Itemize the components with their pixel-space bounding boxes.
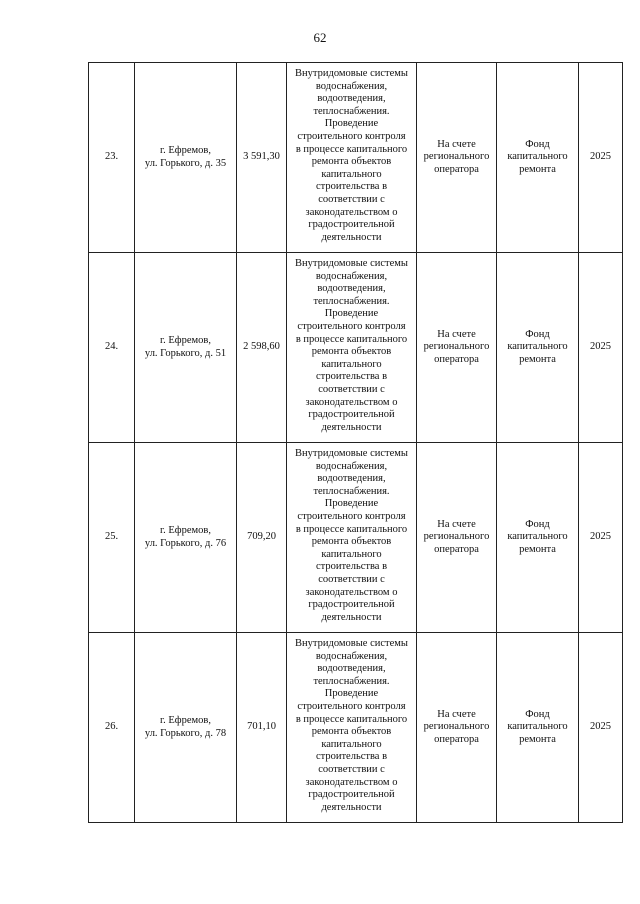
row-address: г. Ефремов, ул. Горького, д. 51 (135, 253, 237, 443)
row-cost: 709,20 (237, 443, 287, 633)
row-cost: 2 598,60 (237, 253, 287, 443)
table-row (89, 253, 623, 443)
row-description: Внутридомовые системы водоснабжения, водоотведения, теплоснабжения. Проведение строительного контроля в процессе капитального ремонта объектов капитального строительства в соответствии с законодательством о градостроительной деятельности (287, 63, 417, 253)
row-account: На счете регионального оператора (417, 443, 497, 633)
table-row (89, 633, 623, 823)
row-number: 23. (89, 63, 135, 253)
row-account: На счете регионального оператора (417, 253, 497, 443)
row-year: 2025 (579, 443, 623, 633)
table-row (89, 443, 623, 633)
row-number: 24. (89, 253, 135, 443)
row-description: Внутридомовые системы водоснабжения, водоотведения, теплоснабжения. Проведение строительного контроля в процессе капитального ремонта объектов капитального строительства в соответствии с законодательством о градостроительной деятельности (287, 633, 417, 823)
row-cost: 701,10 (237, 633, 287, 823)
table-body (89, 63, 623, 823)
row-year: 2025 (579, 253, 623, 443)
row-year: 2025 (579, 633, 623, 823)
row-number: 25. (89, 443, 135, 633)
row-source: Фонд капитального ремонта (497, 443, 579, 633)
row-cost: 3 591,30 (237, 63, 287, 253)
row-account: На счете регионального оператора (417, 63, 497, 253)
row-address: г. Ефремов, ул. Горького, д. 35 (135, 63, 237, 253)
row-address: г. Ефремов, ул. Горького, д. 78 (135, 633, 237, 823)
row-source: Фонд капитального ремонта (497, 253, 579, 443)
page-number: 62 (313, 30, 327, 45)
works-table (88, 62, 623, 823)
row-source: Фонд капитального ремонта (497, 633, 579, 823)
row-number: 26. (89, 633, 135, 823)
row-source: Фонд капитального ремонта (497, 63, 579, 253)
table-row (89, 63, 623, 253)
row-year: 2025 (579, 63, 623, 253)
row-description: Внутридомовые системы водоснабжения, водоотведения, теплоснабжения. Проведение строительного контроля в процессе капитального ремонта объектов капитального строительства в соответствии с законодательством о градостроительной деятельности (287, 253, 417, 443)
row-account: На счете регионального оператора (417, 633, 497, 823)
row-address: г. Ефремов, ул. Горького, д. 76 (135, 443, 237, 633)
row-description: Внутридомовые системы водоснабжения, водоотведения, теплоснабжения. Проведение строительного контроля в процессе капитального ремонта объектов капитального строительства в соответствии с законодательством о градостроительной деятельности (287, 443, 417, 633)
